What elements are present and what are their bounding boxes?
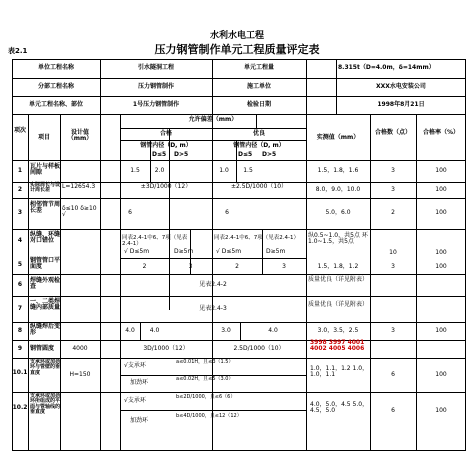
col-item: 项目 <box>37 134 50 141</box>
row1-a2: 2.0 <box>154 167 165 174</box>
row4-rate: 100 <box>435 249 447 256</box>
row9-measured: 3998 3997 4001 4002 4005 4006 <box>310 339 365 353</box>
col-exc-dgt5: D>5 <box>262 151 277 158</box>
row5-count: 3 <box>391 263 395 270</box>
unit-project-value: 引水隧洞工程 <box>137 64 174 71</box>
constructor-value: XXX水电安装公司 <box>376 83 426 90</box>
row1-no: 1 <box>17 167 23 174</box>
row7-a1: 见表2.4-3 <box>199 305 227 312</box>
row1-a1: 1.5 <box>130 167 140 174</box>
row1-measured: 1.5，1.8，1.6 <box>317 167 359 174</box>
row8-count: 3 <box>391 327 395 334</box>
row5-a2: D≥5m <box>174 248 194 255</box>
constructor-label: 施工单位 <box>246 83 271 90</box>
row10-2-b2: b≤4D/1000，且≤12（12） <box>176 413 242 419</box>
row4-no: 4 <box>17 237 23 244</box>
row7-item: 一、二类焊缝内部质量 <box>30 298 61 312</box>
row4-item: 纵缝、环缝对口错位 <box>30 231 61 245</box>
row5-b2: D≥5m <box>266 248 286 255</box>
row2-count: 3 <box>391 186 395 193</box>
row3-b1: 6 <box>225 209 229 216</box>
row5-no: 5 <box>17 261 23 268</box>
row4-a1: 同表2.4-1中6、7项（见表2.4-1） <box>122 235 188 247</box>
col-measured: 实测值（mm） <box>316 134 360 141</box>
row5-a2-val: 3 <box>188 263 193 270</box>
row8-measured: 3.0，3.5，2.5 <box>317 327 359 334</box>
row3-count: 2 <box>391 209 395 216</box>
row8-a1: 4.0 <box>125 327 135 334</box>
row9-item: 钢管圆度 <box>30 345 55 352</box>
row9-b1: 2.5D/1000（10） <box>233 345 285 352</box>
element-value: 1号压力钢管制作 <box>132 101 180 108</box>
row9-a1: 3D/1000（12） <box>143 345 189 352</box>
row8-a2: 4.0 <box>149 327 160 334</box>
row5-measured: 1.5，1.8，1.2 <box>317 263 359 270</box>
row10-2-no: 10.2 <box>12 404 28 411</box>
page-title: 压力钢管制作单元工程质量评定表 <box>154 43 320 56</box>
row2-a1: ±3D/1000（12） <box>140 183 192 190</box>
check-date-label: 检验日期 <box>246 101 271 108</box>
col-tolerance: 允许偏差（mm） <box>188 116 238 123</box>
row10-1-count: 6 <box>391 371 395 378</box>
row8-item: 纵缝焊后变形 <box>30 323 61 337</box>
row10-2-a2: b≤2D/1000，且≤6（6） <box>176 394 236 400</box>
col-pass-count: 合格数（点） <box>374 129 411 136</box>
col-pass-rate: 合格率（%） <box>422 129 459 136</box>
row5-a1: √ D≤5m <box>124 248 150 255</box>
row9-no: 9 <box>17 345 23 352</box>
row3-a1: 6 <box>128 209 132 216</box>
row3-rate: 100 <box>435 209 447 216</box>
table-number: 表2.1 <box>8 47 28 55</box>
row10-1-b1: 加劲环 <box>130 379 149 386</box>
row2-measured: 8.0，9.0，10.0 <box>315 186 361 193</box>
row6-measured: 质量优良（详见附表） <box>308 276 369 283</box>
row5-b1-val: 2 <box>235 263 239 270</box>
row10-1-a1: √支承环 <box>124 362 146 369</box>
row5-b1: √ D≤5m <box>216 248 242 255</box>
row5-a1-val: 2 <box>142 263 147 270</box>
row4-b1: 同表2.4-1中6、7项（见表2.4-1） <box>214 235 299 241</box>
row1-count: 3 <box>391 167 395 174</box>
row10-1-b2: a≤0.02H，且≤5（3.0） <box>176 376 234 382</box>
row1-rate: 100 <box>435 167 447 174</box>
row6-no: 6 <box>17 281 23 288</box>
unit-project-label: 单位工程名称 <box>37 64 74 71</box>
row10-2-b1: 加劲环 <box>130 417 149 424</box>
header-line1: 水利水电工程 <box>209 31 264 41</box>
row3-no: 3 <box>17 209 23 216</box>
row1-b2: 1.5 <box>243 167 253 174</box>
check-date-value: 1998年8月21日 <box>377 101 425 108</box>
row5-item: 钢管管口平面度 <box>30 257 61 271</box>
row10-1-no: 10.1 <box>12 369 28 376</box>
row10-1-rate: 100 <box>435 371 447 378</box>
row2-design: L=12654.3 <box>62 183 96 190</box>
unit-qty-label: 单元工程量 <box>243 64 274 71</box>
col-excellent: 优良 <box>252 130 265 137</box>
row1-item: 瓦片与样板间隙 <box>30 163 61 177</box>
row2-no: 2 <box>17 186 23 193</box>
row4-count: 10 <box>389 249 397 256</box>
row3-design: δ≤10 δ≥10 √ <box>62 205 97 219</box>
row10-2-count: 6 <box>391 407 395 414</box>
col-pass: 合格 <box>159 130 172 137</box>
row8-b2: 4.0 <box>268 327 278 334</box>
col-pass-diam: 钢管内径（D, m） <box>140 142 192 149</box>
element-label: 单元工程名称、部位 <box>28 101 83 108</box>
row10-1-a2: a≤0.01H，且≤3（1.5） <box>176 359 234 365</box>
row10-2-a1: √支承环 <box>124 397 146 404</box>
row6-a1: 见表2.4-2 <box>199 281 227 288</box>
unit-qty-value: 8.315t（D=4.0m，δ=14mm） <box>338 64 435 71</box>
row3-measured: 5.0，6.0 <box>325 209 351 216</box>
row5-rate: 100 <box>435 263 447 270</box>
row7-measured: 质量优良（详见附表） <box>308 301 369 308</box>
sub-project-label: 分部工程名称 <box>37 83 74 90</box>
row10-2-measured: 4.0，5.0，4.5 5.0，4.5，5.0 <box>310 401 369 415</box>
row4-measured: 纵0.5~1.0，共5点 环1.0~1.5，共5点 <box>308 232 368 246</box>
row8-rate: 100 <box>435 327 447 334</box>
row2-item: 实际周长与设计周长差 <box>30 182 61 194</box>
row2-rate: 100 <box>435 186 447 193</box>
col-excellent-diam: 钢管内径（D, m） <box>233 142 285 149</box>
row9-design: 4000 <box>72 345 88 352</box>
row3-item: 相邻管节周长差 <box>30 201 61 215</box>
sub-project-value: 压力钢管制作 <box>137 83 174 90</box>
row8-b1: 3.0 <box>221 327 231 334</box>
row7-no: 7 <box>17 305 23 312</box>
row8-no: 8 <box>17 327 23 334</box>
row10-1-item: 支承环或加劲环与管壁的垂直度 <box>30 359 61 376</box>
row5-b2-val: 3 <box>282 263 286 270</box>
col-exc-dle5: D≤5 <box>238 151 253 158</box>
row1-b1: 1.0 <box>219 167 229 174</box>
col-item-no: 项次 <box>14 127 27 134</box>
col-design: 设计值（mm） <box>67 129 93 143</box>
row10-1-design: H=150 <box>69 371 91 378</box>
row10-2-rate: 100 <box>435 407 447 414</box>
row10-1-measured: 1.0，1.1，1.2 1.0，1.0，1.1 <box>310 365 369 379</box>
row2-b1: ±2.5D/1000（10） <box>230 183 288 190</box>
row10-2-item: 支承环或加劲环所组成的平面与管轴线的垂直度 <box>30 393 61 415</box>
col-pass-dle5: D≤5 <box>152 151 167 158</box>
col-pass-dgt5: D>5 <box>174 151 189 158</box>
row6-item: 焊缝外观检查 <box>30 277 61 291</box>
